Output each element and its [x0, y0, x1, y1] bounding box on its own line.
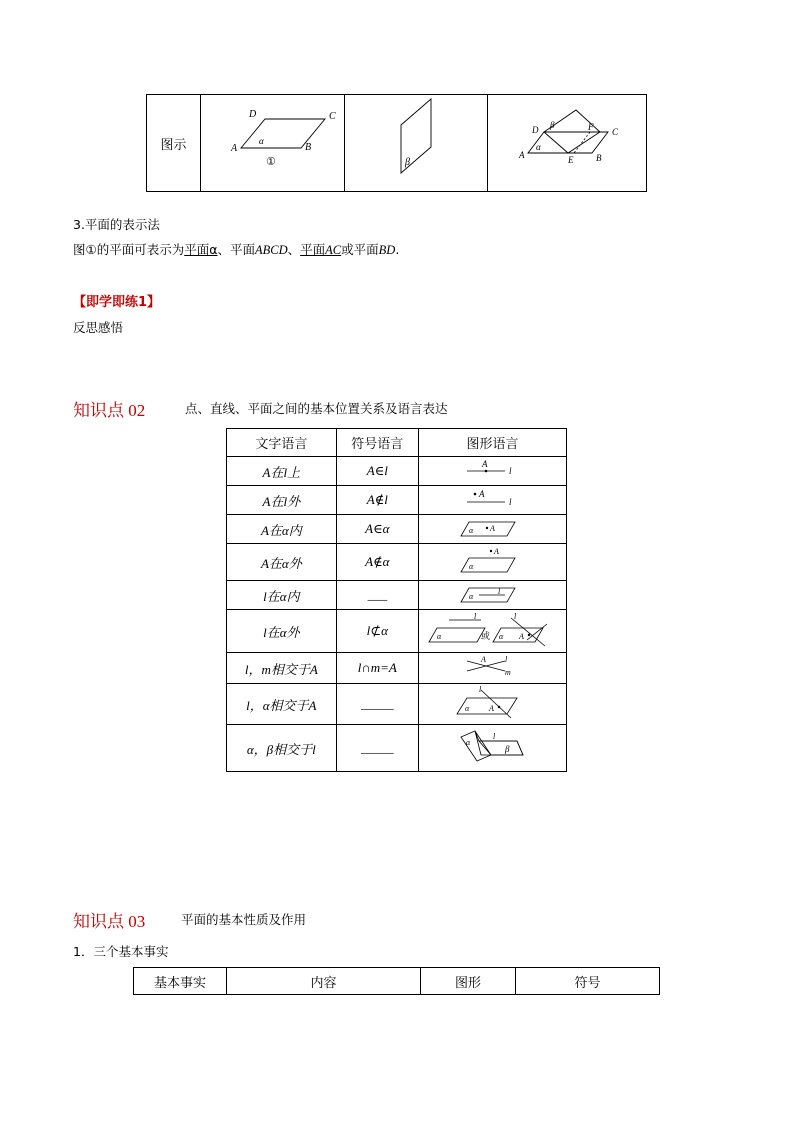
svg-text:α: α	[465, 738, 471, 747]
kp03-title: 知识点 03	[73, 912, 146, 931]
svg-text:α: α	[468, 562, 474, 571]
kp03-item1: 1．三个基本事实	[73, 944, 169, 959]
figure-caption: ①	[266, 156, 276, 168]
svg-text:A: A	[518, 632, 524, 641]
svg-text:l: l	[478, 685, 482, 694]
label-alpha: α	[259, 136, 264, 146]
svg-text:A: A	[480, 655, 486, 664]
label-beta: β	[405, 157, 410, 168]
svg-text:m: m	[504, 668, 511, 677]
table-row: A在l上 A∈l A l	[227, 457, 567, 486]
figure-cell-2	[345, 95, 488, 192]
vertical-plane-figure	[345, 95, 487, 187]
point-on-line-figure	[419, 457, 566, 481]
svg-text:l: l	[513, 612, 517, 621]
header-basic-fact: 基本事实	[134, 968, 227, 995]
svg-text:E: E	[568, 155, 574, 165]
line-outside-plane-figure	[419, 610, 566, 648]
table-row: α，β相交于l _____ α l β	[227, 725, 567, 772]
svg-text:α: α	[468, 526, 474, 535]
header-figure-language: 图形语言	[418, 429, 566, 457]
relations-table	[226, 428, 567, 772]
svg-text:或: 或	[480, 631, 490, 641]
header-symbol: 符号	[516, 968, 660, 995]
section3-paragraph: 图①的平面可表示为平面α、平面ABCD、平面AC或平面BD.	[73, 242, 400, 257]
svg-text:α: α	[464, 704, 470, 713]
header-text-language: 文字语言	[227, 429, 337, 457]
svg-text:A: A	[493, 547, 499, 556]
kp02-subtitle: 点、直线、平面之间的基本位置关系及语言表达	[185, 401, 448, 416]
section3-title: 3.平面的表示法	[73, 217, 160, 232]
line-in-plane-figure	[419, 581, 566, 605]
svg-text:l: l	[492, 732, 496, 741]
svg-text:l: l	[497, 587, 501, 596]
svg-text:A: A	[478, 489, 485, 499]
svg-text:A: A	[481, 459, 488, 469]
figure-label: 图示	[147, 95, 201, 192]
kp02-title: 知识点 02	[73, 401, 146, 420]
svg-text:α: α	[468, 592, 474, 601]
figure-cell-3	[488, 95, 647, 192]
svg-text:D: D	[532, 125, 539, 135]
svg-text:A: A	[488, 704, 494, 713]
lines-intersect-figure	[419, 653, 566, 679]
point-off-line-figure	[419, 486, 566, 510]
svg-text:B: B	[596, 153, 602, 163]
svg-text:l: l	[508, 497, 512, 507]
planes-intersect-figure	[419, 725, 566, 767]
table-row: A在α外 A∉α α A	[227, 544, 567, 581]
reflect-label: 反思感悟	[73, 320, 124, 335]
svg-text:α: α	[498, 632, 504, 641]
table-row: l，α相交于A _____ α l A	[227, 684, 567, 725]
intersecting-planes-figure	[488, 95, 646, 187]
label-D: D	[249, 109, 257, 120]
header-content: 内容	[227, 968, 421, 995]
line-plane-intersect-figure	[419, 684, 566, 720]
svg-text:C: C	[612, 127, 619, 137]
point-outside-plane-figure	[419, 544, 566, 576]
figure-table	[146, 94, 647, 192]
table-row: l，m相交于A l∩m=A A l m	[227, 653, 567, 684]
svg-text:β: β	[550, 120, 555, 130]
header-figure: 图形	[421, 968, 516, 995]
svg-text:A: A	[519, 150, 525, 160]
basic-facts-table	[133, 967, 660, 995]
figure-cell-1	[201, 95, 345, 192]
table-row: A在α内 A∈α α A	[227, 515, 567, 544]
label-B: B	[305, 142, 312, 153]
kp03-subtitle: 平面的基本性质及作用	[181, 912, 307, 927]
table-row: l在α外 l⊄α α l 或 α l A	[227, 610, 567, 653]
point-in-plane-figure	[419, 515, 566, 539]
label-A: A	[231, 143, 238, 154]
svg-text:l: l	[508, 466, 512, 476]
svg-text:A: A	[489, 524, 495, 533]
svg-text:l: l	[473, 612, 477, 621]
svg-text:α: α	[536, 142, 541, 152]
svg-text:β: β	[504, 744, 510, 754]
svg-text:l: l	[504, 655, 508, 664]
svg-text:F: F	[588, 122, 594, 132]
parallelogram-figure	[201, 95, 344, 187]
table-row: A在l外 A∉l A l	[227, 486, 567, 515]
table-row: l在α内 ___ α l	[227, 581, 567, 610]
svg-text:α: α	[436, 632, 442, 641]
header-symbol-language: 符号语言	[336, 429, 418, 457]
label-C: C	[329, 111, 336, 122]
practice-title: 【即学即练1】	[73, 295, 161, 310]
